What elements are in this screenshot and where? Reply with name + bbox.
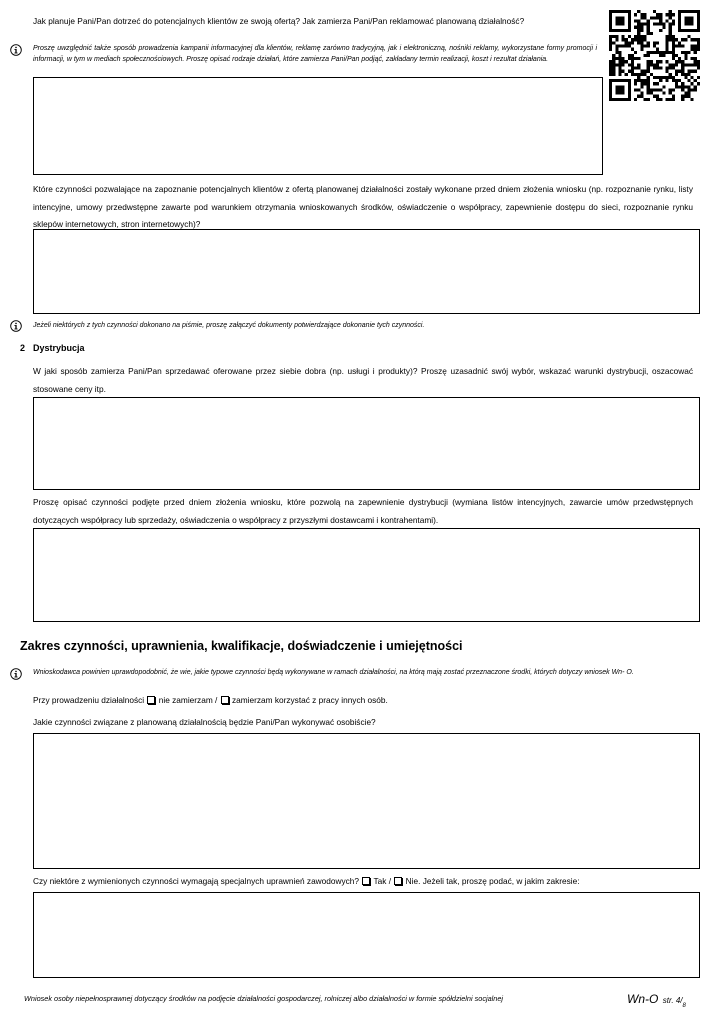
section-heading-distribution: Dystrybucja <box>33 343 85 353</box>
note-documents: Jeżeli niektórych z tych czynności dokonano na piśmie, proszę załączyć dokumenty potwierdzające dokonanie tych czynności. <box>33 322 425 329</box>
page-total: 8 <box>682 1003 686 1009</box>
answer-box-advertising[interactable] <box>33 77 603 175</box>
page-number <box>627 990 686 1009</box>
question-personal-activities: Jakie czynności związane z planowaną działalnością będzie Pani/Pan wykonywać osobiście? <box>33 717 376 727</box>
info-icon <box>10 44 22 56</box>
checkbox-icon[interactable] <box>362 877 370 885</box>
question-distribution-actions: Proszę opisać czynności podjęte przed dniem złożenia wniosku, które pozwolą na zapewnienie dystrybucji (wymiana listów intencyjnych, zawarcie umów przedwstępnych dotyczących współpracy lub sprzedaży, oświadczenia o współpracy z przyszłymi dostawcami i kontrahentami). <box>33 497 693 525</box>
section-heading-scope: Zakres czynności, uprawnienia, kwalifikacje, doświadczenie i umiejętności <box>20 639 463 653</box>
answer-box-permits[interactable] <box>33 892 700 978</box>
staff-question-prefix: Przy prowadzeniu działalności <box>33 695 145 705</box>
answer-box-sales-method[interactable] <box>33 397 700 490</box>
answer-box-prior-actions[interactable] <box>33 229 700 314</box>
footer-text: Wniosek osoby niepełnosprawnej dotyczący środków na podjęcie działalności gospodarczej, rolniczej albo działalności w formie spółdzielni socjalnej <box>24 994 504 1003</box>
checkbox-icon[interactable] <box>394 877 402 885</box>
checkbox-icon[interactable] <box>147 696 155 704</box>
permits-question-suffix: Nie. Jeżeli tak, proszę podać, w jakim zakresie: <box>405 876 580 886</box>
staff-option-yes: zamierzam korzystać z pracy innych osób. <box>231 695 388 705</box>
checkbox-icon[interactable] <box>221 696 229 704</box>
form-code: Wn-O <box>627 992 659 1006</box>
page-label: str. 4/ <box>662 996 683 1005</box>
question-advertising: Jak planuje Pani/Pan dotrzeć do potencjalnych klientów ze swoją ofertą? Jak zamierza Pani/Pan reklamować planowaną działalność? <box>33 16 525 26</box>
info-icon <box>10 668 22 680</box>
permits-question-prefix: Czy niektóre z wymienionych czynności wymagają specjalnych uprawnień zawodowych? <box>33 876 360 886</box>
permits-option-yes: Tak / <box>373 876 392 886</box>
answer-box-personal-activities[interactable] <box>33 733 700 869</box>
section-number: 2 <box>20 343 26 353</box>
staff-option-no: nie zamierzam / <box>158 695 218 705</box>
question-sales-method: W jaki sposób zamierza Pani/Pan sprzedawać oferowane przez siebie dobra (np. usługi i produkty)? Proszę uzasadnić swój wybór, wskazać warunki dystrybucji, oszacować stosowane ceny itp. <box>33 366 693 394</box>
qr-code <box>609 10 700 101</box>
note-typical-activities: Wnioskodawca powinien uprawdopodobnić, że wie, jakie typowe czynności będą wykonywane w ramach działalności, na którą mają zostać przeznaczone środki, których dotyczy wniosek Wn- O. <box>33 669 634 676</box>
answer-box-distribution-actions[interactable] <box>33 528 700 622</box>
info-icon <box>10 320 22 332</box>
note-advertising: Proszę uwzględnić także sposób prowadzenia kampanii informacyjnej dla klientów, reklamę zarówno tradycyjną, jak i elektroniczną, nośniki reklamy, wykorzystane formy promocji i informacji, w tym w mediach społecznościowych. Proszę opisać rodzaje działań, które zamierza Pani/Pan podjąć, zakładany termin realizacji, koszt i rezultat działania. <box>33 45 597 63</box>
staff-question <box>33 692 693 710</box>
permits-question <box>33 873 703 891</box>
question-prior-actions: Które czynności pozwalające na zapoznanie potencjalnych klientów z ofertą planowanej działalności zostały wykonane przed dniem złożenia wniosku (np. rozpoznanie rynku, listy intencyjne, umowy przedwstępne zawarte pod warunkiem otrzymania wnioskowanych środków, oświadczenie o współpracy, zapewnienie dostępu do sieci, rozpoznanie rynku sklepów internetowych, stron internetowych)? <box>33 184 693 229</box>
